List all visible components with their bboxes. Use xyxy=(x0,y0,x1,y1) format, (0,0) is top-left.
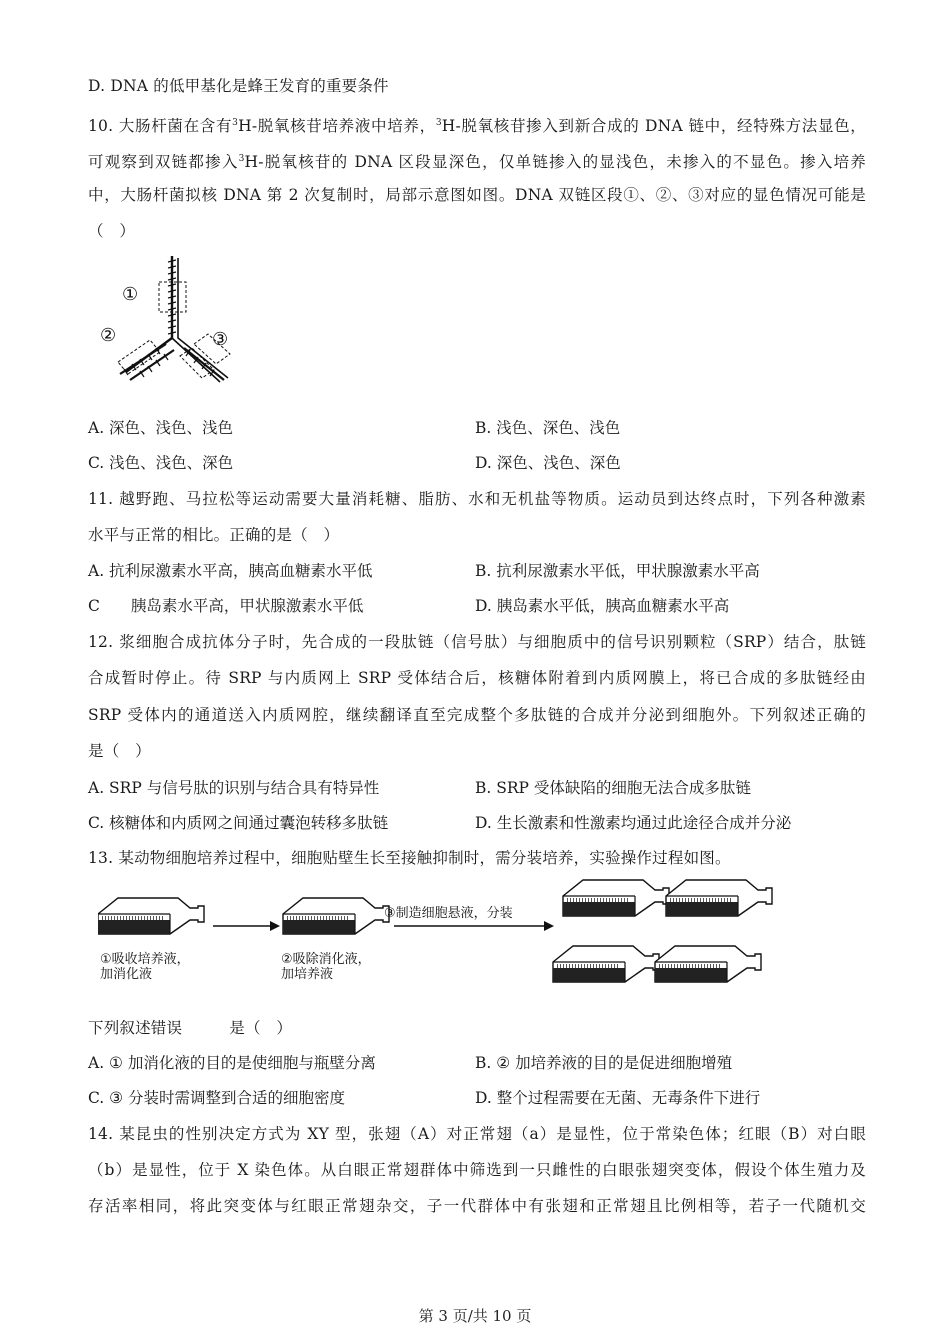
q12-line-3: SRP 受体内的通道送入内质网腔，继续翻译直至完成整个多肽链的合成并分泌到细胞外。下列叙述正确的 xyxy=(88,706,866,724)
prev-question-option-d: D. DNA 的低甲基化是蜂王发育的重要条件 xyxy=(88,77,389,95)
q11-option-d: D. 胰岛素水平低，胰高血糖素水平高 xyxy=(475,597,730,615)
q13-option-a: A. ① 加消化液的目的是使细胞与瓶壁分离 xyxy=(88,1054,376,1072)
q14-line-2: （b）是显性，位于 X 染色体。从白眼正常翅群体中筛选到一只雌性的白眼张翅突变体，假设个体生殖力及 xyxy=(88,1161,866,1179)
q11-option-b: B. 抗利尿激素水平低，甲状腺激素水平高 xyxy=(475,562,760,580)
q12-line-1: 12. 浆细胞合成抗体分子时，先合成的一段肽链（信号肽）与细胞质中的信号识别颗粒（SRP）结合，肽链 xyxy=(88,633,866,651)
q12-option-c: C. 核糖体和内质网之间通过囊泡转移多肽链 xyxy=(88,814,389,832)
q14-line-3: 存活率相同，将此突变体与红眼正常翅杂交，子一代群体中有张翅和正常翅且比例相等，若子一代随机交 xyxy=(88,1197,866,1215)
cell-culture-figure xyxy=(98,878,788,993)
culture-flasks-diagram xyxy=(98,878,788,993)
q10-answer-blank: （ ） xyxy=(88,222,136,240)
q11-line-1: 11. 越野跑、马拉松等运动需要大量消耗糖、脂肪、水和无机盐等物质。运动员到达终点时，下列各种激素 xyxy=(88,490,866,508)
dna-replication-figure xyxy=(96,250,246,385)
flask-result-2 xyxy=(666,880,772,916)
step-1-label: ①吸收培养液， 加消化液 xyxy=(100,952,190,982)
q10-option-d: D. 深色、浅色、深色 xyxy=(475,454,621,472)
q10-line-2: 可观察到双链都掺入$^3$H-脱氧核苷的 DNA 区段显深色，仅单链掺入的显浅色，未掺入的不显色。掺入培养 xyxy=(88,153,866,171)
q11-line-2: 水平与正常的相比。正确的是（ ） xyxy=(88,526,340,544)
flask-step-1 xyxy=(98,898,204,934)
flask-result-3 xyxy=(553,946,659,982)
q11-option-a: A. 抗利尿激素水平高，胰高血糖素水平低 xyxy=(88,562,373,580)
q10-line-1: 10. 大肠杆菌在含有$^3$H-脱氧核苷培养液中培养，$^3$H-脱氧核苷掺入到新合成的 DNA 链中，经特殊方法显色， xyxy=(88,117,867,135)
q12-line-2: 合成暂时停止。待 SRP 与内质网上 SRP 受体结合后，核糖体附着到内质网膜上，将已合成的多肽链经由 xyxy=(88,669,866,687)
step-3-label: ③制造细胞悬液，分装 xyxy=(384,906,513,921)
q12-line-4: 是（ ） xyxy=(88,742,151,760)
q12-option-d: D. 生长激素和性激素均通过此途径合成并分泌 xyxy=(475,814,792,832)
q10-option-b: B. 浅色、深色、浅色 xyxy=(475,419,621,437)
q14-line-1: 14. 某昆虫的性别决定方式为 XY 型，张翅（A）对正常翅（a）是显性，位于常染色体；红眼（B）对白眼 xyxy=(88,1125,866,1143)
q13-line-2: 下列叙述错误 是（ ） xyxy=(88,1019,293,1037)
q13-line-1: 13. 某动物细胞培养过程中，细胞贴壁生长至接触抑制时，需分装培养，实验操作过程如图。 xyxy=(88,849,731,867)
page-footer: 第 3 页/共 10 页 xyxy=(418,1307,532,1325)
flask-result-1 xyxy=(563,880,669,916)
label-segment-1: ① xyxy=(122,284,139,305)
q12-option-a: A. SRP 与信号肽的识别与结合具有特异性 xyxy=(88,779,380,797)
flask-result-4 xyxy=(655,946,761,982)
q10-option-a: A. 深色、浅色、浅色 xyxy=(88,419,234,437)
replication-fork-diagram xyxy=(96,250,246,385)
q10-option-c: C. 浅色、浅色、深色 xyxy=(88,454,234,472)
q13-option-d: D. 整个过程需要在无菌、无毒条件下进行 xyxy=(475,1089,761,1107)
step-2-label: ②吸除消化液， 加培养液 xyxy=(281,952,371,982)
q13-option-c: C. ③ 分装时需调整到合适的细胞密度 xyxy=(88,1089,345,1107)
q11-option-c: C 胰岛素水平高，甲状腺激素水平低 xyxy=(88,597,364,615)
label-segment-3: ③ xyxy=(212,329,229,350)
label-segment-2: ② xyxy=(100,325,117,346)
q12-option-b: B. SRP 受体缺陷的细胞无法合成多肽链 xyxy=(475,779,751,797)
q13-option-b: B. ② 加培养液的目的是促进细胞增殖 xyxy=(475,1054,733,1072)
q10-line-3: 中，大肠杆菌拟核 DNA 第 2 次复制时，局部示意图如图。DNA 双链区段①、②、③对应的显色情况可能是 xyxy=(88,186,866,204)
flask-step-2 xyxy=(283,898,389,934)
